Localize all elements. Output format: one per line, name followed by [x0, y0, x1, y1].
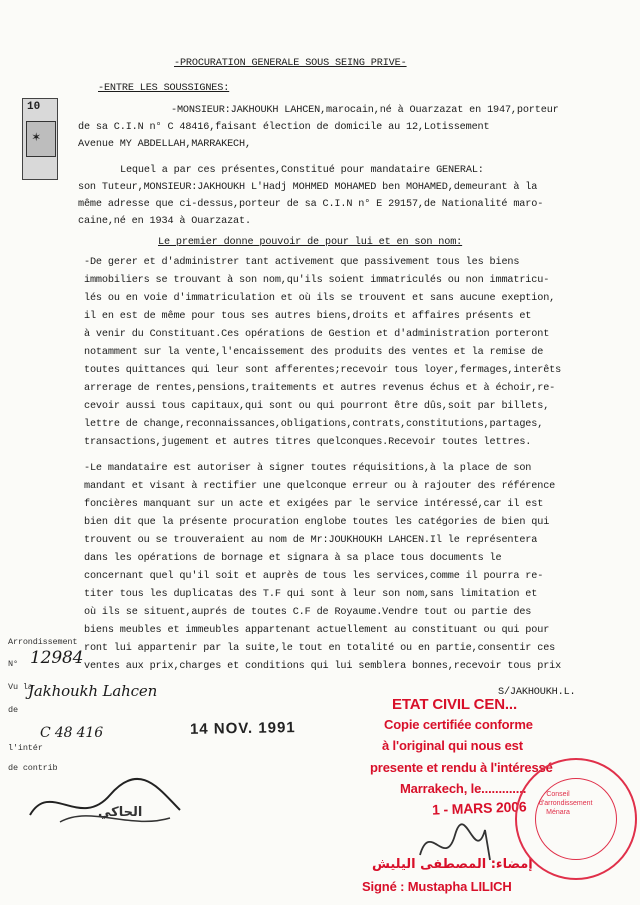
signe-line: Signé : Mustapha LILICH — [362, 879, 512, 894]
body-line: arrerage de rentes,pensions,traitements et autres revenus échus et à échoir,re- — [84, 383, 556, 394]
body-line: même adresse que ci-dessus,porteur de sa C.I.N n° E 29157,de Nationalité maro- — [78, 199, 544, 210]
handwritten-code: C 48 416 — [40, 725, 103, 741]
contrib-label: de contrib — [8, 763, 58, 773]
signature-scribble-left — [20, 760, 190, 835]
tax-stamp-frame — [26, 121, 56, 157]
body-line: il en est de même pour tous ses autres biens,droits et affaires présents et — [84, 311, 532, 322]
body-line: cevoir aussi tous capitaux,qui sont ou qui pourront être dûs,soit par billets, — [84, 401, 550, 412]
interesse-label: l'intér — [8, 743, 43, 753]
body-line: trouvent ou se trouveraient au nom de Mr:JOUKHOUKH LAHCEN.Il le représentera — [84, 535, 538, 546]
presente-line: presente et rendu à l'intéressé — [370, 760, 553, 775]
body-line: concernant quel qu'il soit et auprès de tous les services,comme il pourra re- — [84, 571, 544, 582]
body-line: à venir du Constituant.Ces opérations de Gestion et d'administration porteront — [84, 329, 550, 340]
body-line: Avenue MY ABDELLAH,MARRAKECH, — [78, 139, 251, 150]
body-line: toutes quittances qui leur sont afferentes;recevoir tous loyer,fermages,interêts — [84, 365, 562, 376]
round-stamp — [515, 758, 637, 880]
document-title: -PROCURATION GENERALE SOUS SEING PRIVE- — [174, 58, 407, 69]
body-line: bien dit que la présente procuration englobe toutes les catégories de bien qui — [84, 517, 550, 528]
body-line: notamment sur la vente,l'encaissement des produits des ventes et la remise de — [84, 347, 544, 358]
number-label: N° — [8, 659, 18, 669]
round-stamp-text: Conseil d'arrondissement Ménara — [539, 791, 593, 816]
body-line: mandant et visant à rectifier une quelconque erreur ou à rajouter des référence — [84, 481, 556, 492]
marrakech-line: Marrakech, le............. — [400, 781, 527, 796]
body-line: transactions,jugement et autres titres quelconques.Recevoir toutes lettres. — [84, 437, 532, 448]
body-line: -MONSIEUR:JAKHOUKH LAHCEN,marocain,né à Ouarzazat en 1947,porteur — [171, 105, 559, 116]
certification-date: 1 - MARS 2006 — [431, 798, 527, 818]
etat-civil-line: ETAT CIVIL CEN... — [392, 696, 517, 713]
body-line: Lequel a par ces présentes,Constitué pour mandataire GENERAL: — [120, 165, 484, 176]
vu-label: Vu la — [8, 682, 33, 692]
original-line: à l'original qui nous est — [382, 738, 523, 753]
body-line: ventes aux prix,charges et conditions qui lui semblera bonnes,recevoir tous prix — [84, 661, 562, 672]
register-number: 12984 — [30, 648, 84, 668]
body-line: caine,né en 1934 à Ouarzazat. — [78, 216, 251, 227]
body-line: foncières manquant sur un acte et exigées par le service intéressé,car il est — [84, 499, 544, 510]
body-line: de sa C.I.N n° C 48416,faisant élection de domicile au 12,Lotissement — [78, 122, 490, 133]
tax-stamp — [22, 98, 58, 180]
arrondissement-label: Arrondissement — [8, 637, 78, 647]
signatory: S/JAKHOUKH.L. — [498, 687, 576, 698]
arabic-signature-label: إمضاء: المصطفى اليليش — [372, 857, 533, 872]
signature-scribble-right — [410, 815, 520, 875]
body-line: titer tous les duplicatas des T.F qui sont à leur son nom,sans limitation et — [84, 589, 538, 600]
tax-stamp-number: 10 — [27, 101, 41, 113]
body-line: son Tuteur,MONSIEUR:JAKHOUKH L'Hadj MOHMED MOHAMED ben MOHAMED,demeurant à la — [78, 182, 538, 193]
body-line: immobiliers se trouvant à son nom,qu'ils soient immatriculés ou non immatricu- — [84, 275, 550, 286]
body-line: biens meubles et immeubles appartenant actuellement au constituant ou qui pour — [84, 625, 550, 636]
section-heading: Le premier donne pouvoir de pour lui et en son nom: — [158, 237, 463, 248]
copie-line: Copie certifiée conforme — [384, 717, 533, 732]
body-line: -De gerer et d'administrer tant activement que passivement tous les biens — [84, 257, 520, 268]
body-line: ront lui appartenir par la suite,le tout en totalité ou en partie,consentir ces — [84, 643, 556, 654]
star-icon: ✶ — [32, 130, 41, 146]
body-line: lettre de change,reconnaissances,obligations,contrats,constitutions,partages, — [84, 419, 544, 430]
body-line: lés ou en voie d'immatriculation et où ils se trouvent et sans aucune exeption, — [84, 293, 556, 304]
handwritten-name: Jakhoukh Lahcen — [28, 682, 158, 700]
de-label: de — [8, 705, 18, 715]
date-stamp: 14 NOV. 1991 — [189, 719, 296, 738]
body-line: dans les opérations de bornage et signara à sa place tous documents le — [84, 553, 502, 564]
body-line: où ils se situent,auprés de toutes C.F de Royaume.Vendre tout ou partie des — [84, 607, 532, 618]
arabic-stamp-text: الحاكي — [98, 805, 143, 820]
body-line: -ENTRE LES SOUSSIGNES: — [98, 83, 230, 94]
body-line: -Le mandataire est autoriser à signer toutes réquisitions,à la place de son — [84, 463, 532, 474]
